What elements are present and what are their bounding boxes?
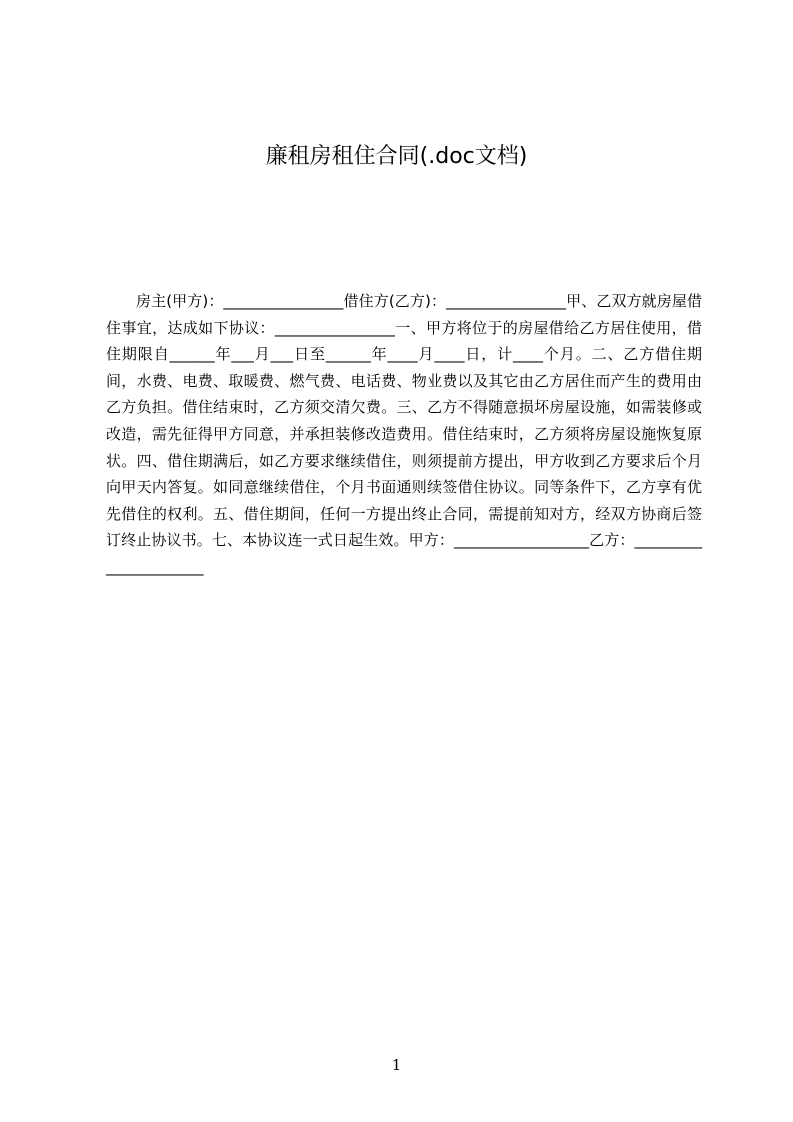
page-title: 廉租房租住合同(.doc文档) <box>265 144 528 169</box>
contract-body-paragraph: 房主(甲方)：________________借住方(乙方)：________________甲、乙双方就房屋借住事宜，达成如下协议：________________一、甲方将位于的房屋借给乙方居住使用，借住期限自______年___月___日至______年____月____日，计____个月。二、乙方借住期间，水费、电费、取暖费、燃气费、电话费、物业费以及其它由乙方居住而产生的费用由乙方负担。借住结束时，乙方须交清欠费。三、乙方不得随意损坏房屋设施，如需装修或改造，需先征得甲方同意，并承担装修改造费用。借住结束时，乙方须将房屋设施恢复原状。四、借住期满后，如乙方要求继续借住，则须提前方提出，甲方收到乙方要求后个月向甲天内答复。如同意继续借住，个月书面通则续签借住协议。同等条件下，乙方享有优先借住的权利。五、借住期间，任何一方提出终止合同，需提前知对方，经双方协商后签订终止协议书。七、本协议连一式日起生效。甲方：__________________乙方：______________________ <box>106 292 702 576</box>
page-number: 1 <box>391 1056 402 1074</box>
